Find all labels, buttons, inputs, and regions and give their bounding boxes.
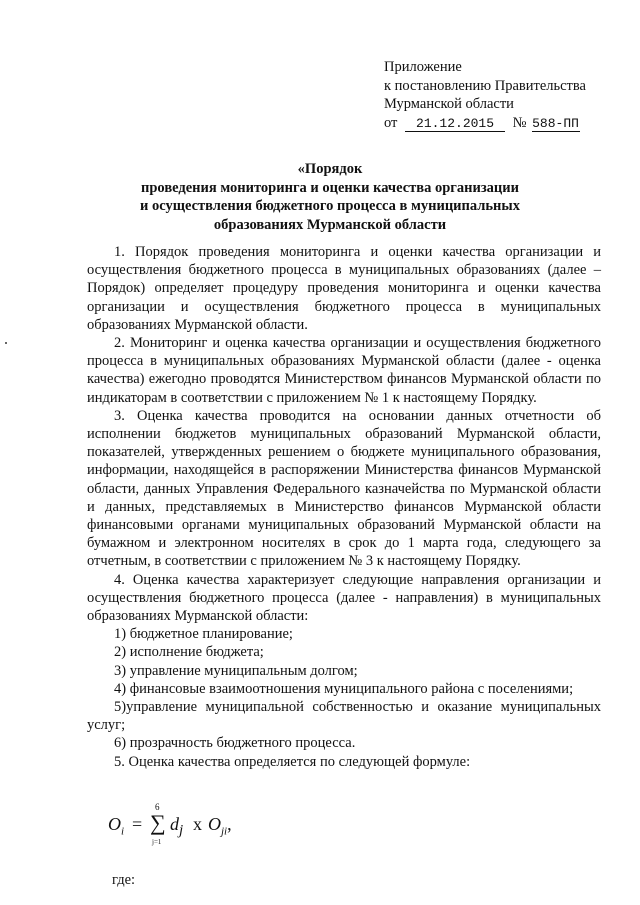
decree-date: 21.12.2015	[405, 117, 505, 132]
decree-number: 588-ПП	[532, 115, 579, 131]
document-title	[100, 160, 560, 234]
sum-lower-limit: j=1	[152, 838, 162, 846]
formula-score: $O_{ji}$,	[208, 814, 232, 838]
appendix-line: к постановлению Правительства	[384, 77, 586, 94]
appendix-line: Мурманской области	[384, 96, 514, 112]
title-line: образованиях Мурманской области	[213, 216, 447, 233]
number-sign: №	[512, 114, 527, 131]
paragraph: 3. Оценка качества проводится на основании данных отчетности об исполнении бюджетов муниципальных образований Мурманской области, показателей, утвержденных решением о бюджете муниципального образования, информации, находящейся в распоряжении Министерства финансов Мурманской области, данных Управления Федерального казначейства по Мурманской области и данных, представляемых в Министерство финансов Мурманской области финансовыми органами муниципальных образований Мурманской области на бумажном и электронном носителях в срок до 1 марта года, следующего за отчетным, в соответствии с приложением № 3 к настоящему Порядку.	[87, 407, 601, 570]
title-line: и осуществления бюджетного процесса в муниципальных	[140, 198, 520, 214]
appendix-line: Приложение	[384, 59, 462, 75]
title-line: проведения мониторинга и оценки качества организации	[141, 179, 519, 196]
document-body	[87, 243, 601, 771]
list-item: 3) управление муниципальным долгом;	[114, 662, 358, 679]
sum-upper-limit: 6	[155, 802, 160, 812]
paragraph: 1. Порядок проведения мониторинга и оценки качества организации и осуществления бюджетного процесса в муниципальных образованиях (далее – Порядок) определяет процедуру проведения мониторинга и оценки качества организации и осуществления бюджетного процесса в муниципальных образованиях Мурманской области.	[87, 244, 601, 333]
paragraph: 5. Оценка качества определяется по следующей формуле:	[114, 753, 471, 770]
scan-speck	[5, 342, 7, 344]
where-label: где:	[112, 872, 136, 888]
title-line: «Порядок	[297, 161, 363, 177]
formula-times: x	[193, 814, 202, 834]
list-item: 1) бюджетное планирование;	[114, 626, 293, 643]
quality-formula	[108, 800, 308, 860]
appendix-date-row	[384, 114, 624, 133]
formula-equals: =	[132, 814, 143, 834]
appendix-header	[384, 58, 624, 132]
formula-lhs: $O_i$	[108, 814, 125, 838]
list-item: 5)управление муниципальной собственностью и оказание муниципальных услуг;	[87, 699, 601, 734]
list-item: 6) прозрачность бюджетного процесса.	[114, 735, 356, 752]
formula-weight: $d_j$	[170, 814, 184, 839]
sum-sign: ∑	[150, 810, 166, 835]
date-prefix: от	[384, 114, 398, 131]
paragraph: 4. Оценка качества характеризует следующие направления организации и осуществления бюджетного процесса (далее - направления) в муниципальных образованиях Мурманской области:	[87, 571, 601, 625]
list-item: 2) исполнение бюджета;	[114, 644, 264, 661]
paragraph: 2. Мониторинг и оценка качества организации и осуществления бюджетного процесса в муниципальных образованиях Мурманской области (далее - оценка качества) ежегодно проводятся Министерством финансов Мурманской области по индикаторам в соответствии с приложением № 1 к настоящему Порядку.	[87, 335, 601, 406]
list-item: 4) финансовые взаимоотношения муниципального района с поселениями;	[114, 680, 574, 697]
